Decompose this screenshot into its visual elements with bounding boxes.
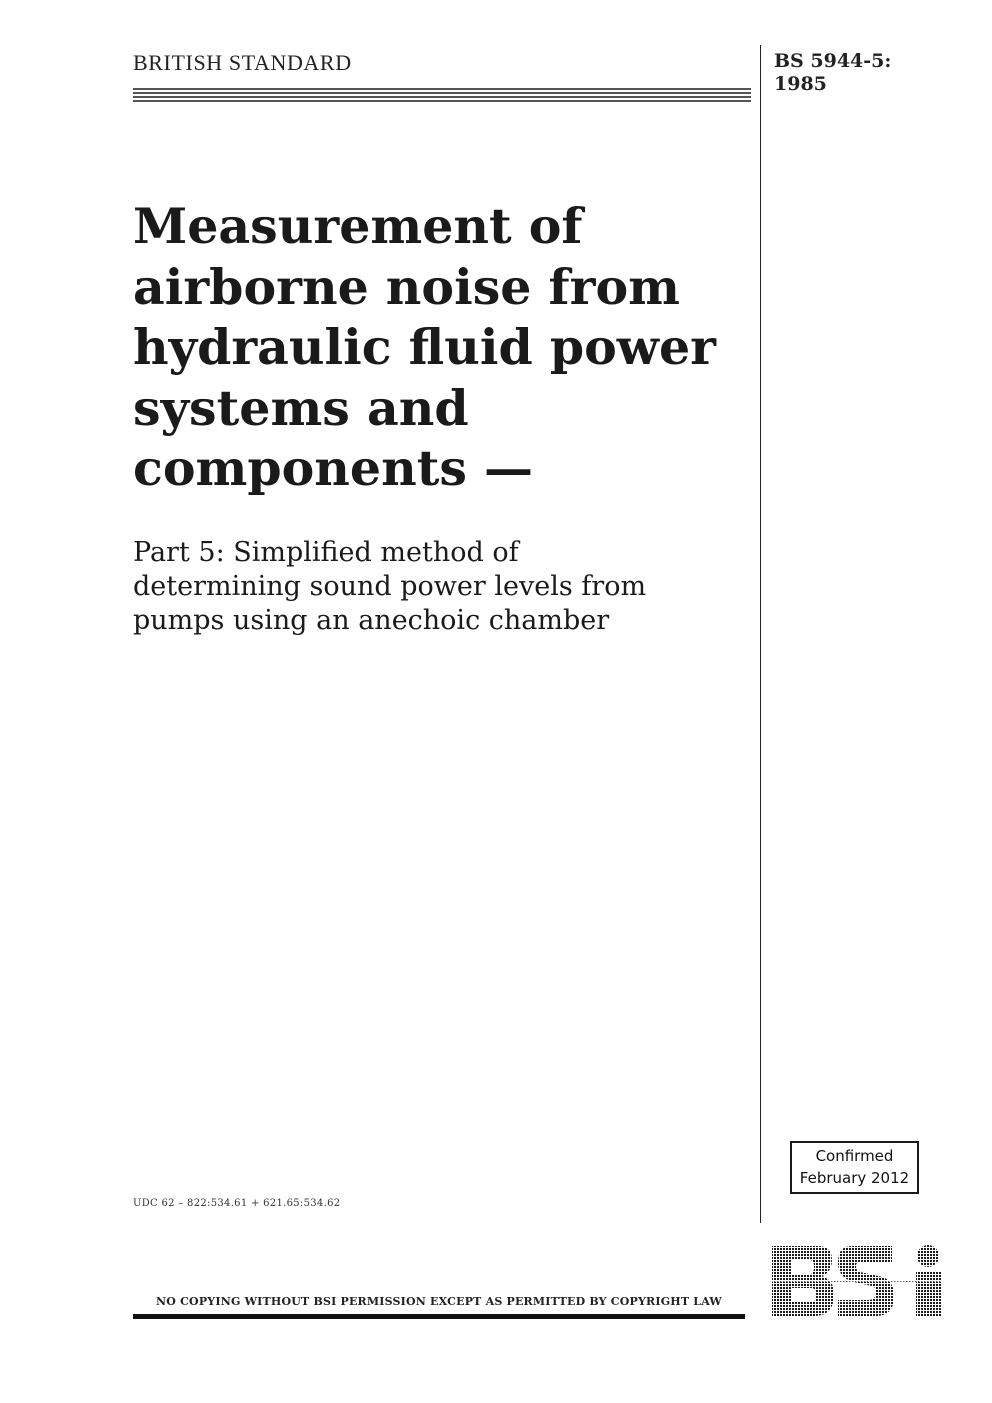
udc-classification: UDC 62 – 822:534.61 + 621.65:534.62 [133,1198,341,1209]
confirmed-stamp [790,1141,919,1194]
copyright-notice: NO COPYING WITHOUT BSI PERMISSION EXCEPT AS PERMITTED BY COPYRIGHT LAW [156,1295,722,1308]
document-title [133,196,743,499]
bsi-logo-icon [768,1242,946,1320]
subtitle-line: pumps using an anechoic chamber [133,605,610,636]
subtitle-line: Part 5: Simplified method of [133,537,519,568]
standard-number [774,50,891,96]
header-rule [133,88,751,102]
title-line: systems and [133,378,469,437]
subtitle-line: determining sound power levels from [133,571,647,602]
standard-number-line2: 1985 [774,73,827,95]
footer-rule [133,1314,745,1319]
vertical-divider [760,45,761,1223]
title-line: Measurement of [133,197,583,255]
confirmed-label: Confirmed [815,1147,894,1165]
series-label: BRITISH STANDARD [133,50,352,75]
title-line: components — [133,439,534,497]
title-line: hydraulic fluid power [133,318,716,376]
standard-number-line1: BS 5944-5: [774,50,892,72]
confirmed-date: February 2012 [799,1169,910,1187]
title-line: airborne noise from [133,257,680,316]
document-subtitle [133,536,743,638]
